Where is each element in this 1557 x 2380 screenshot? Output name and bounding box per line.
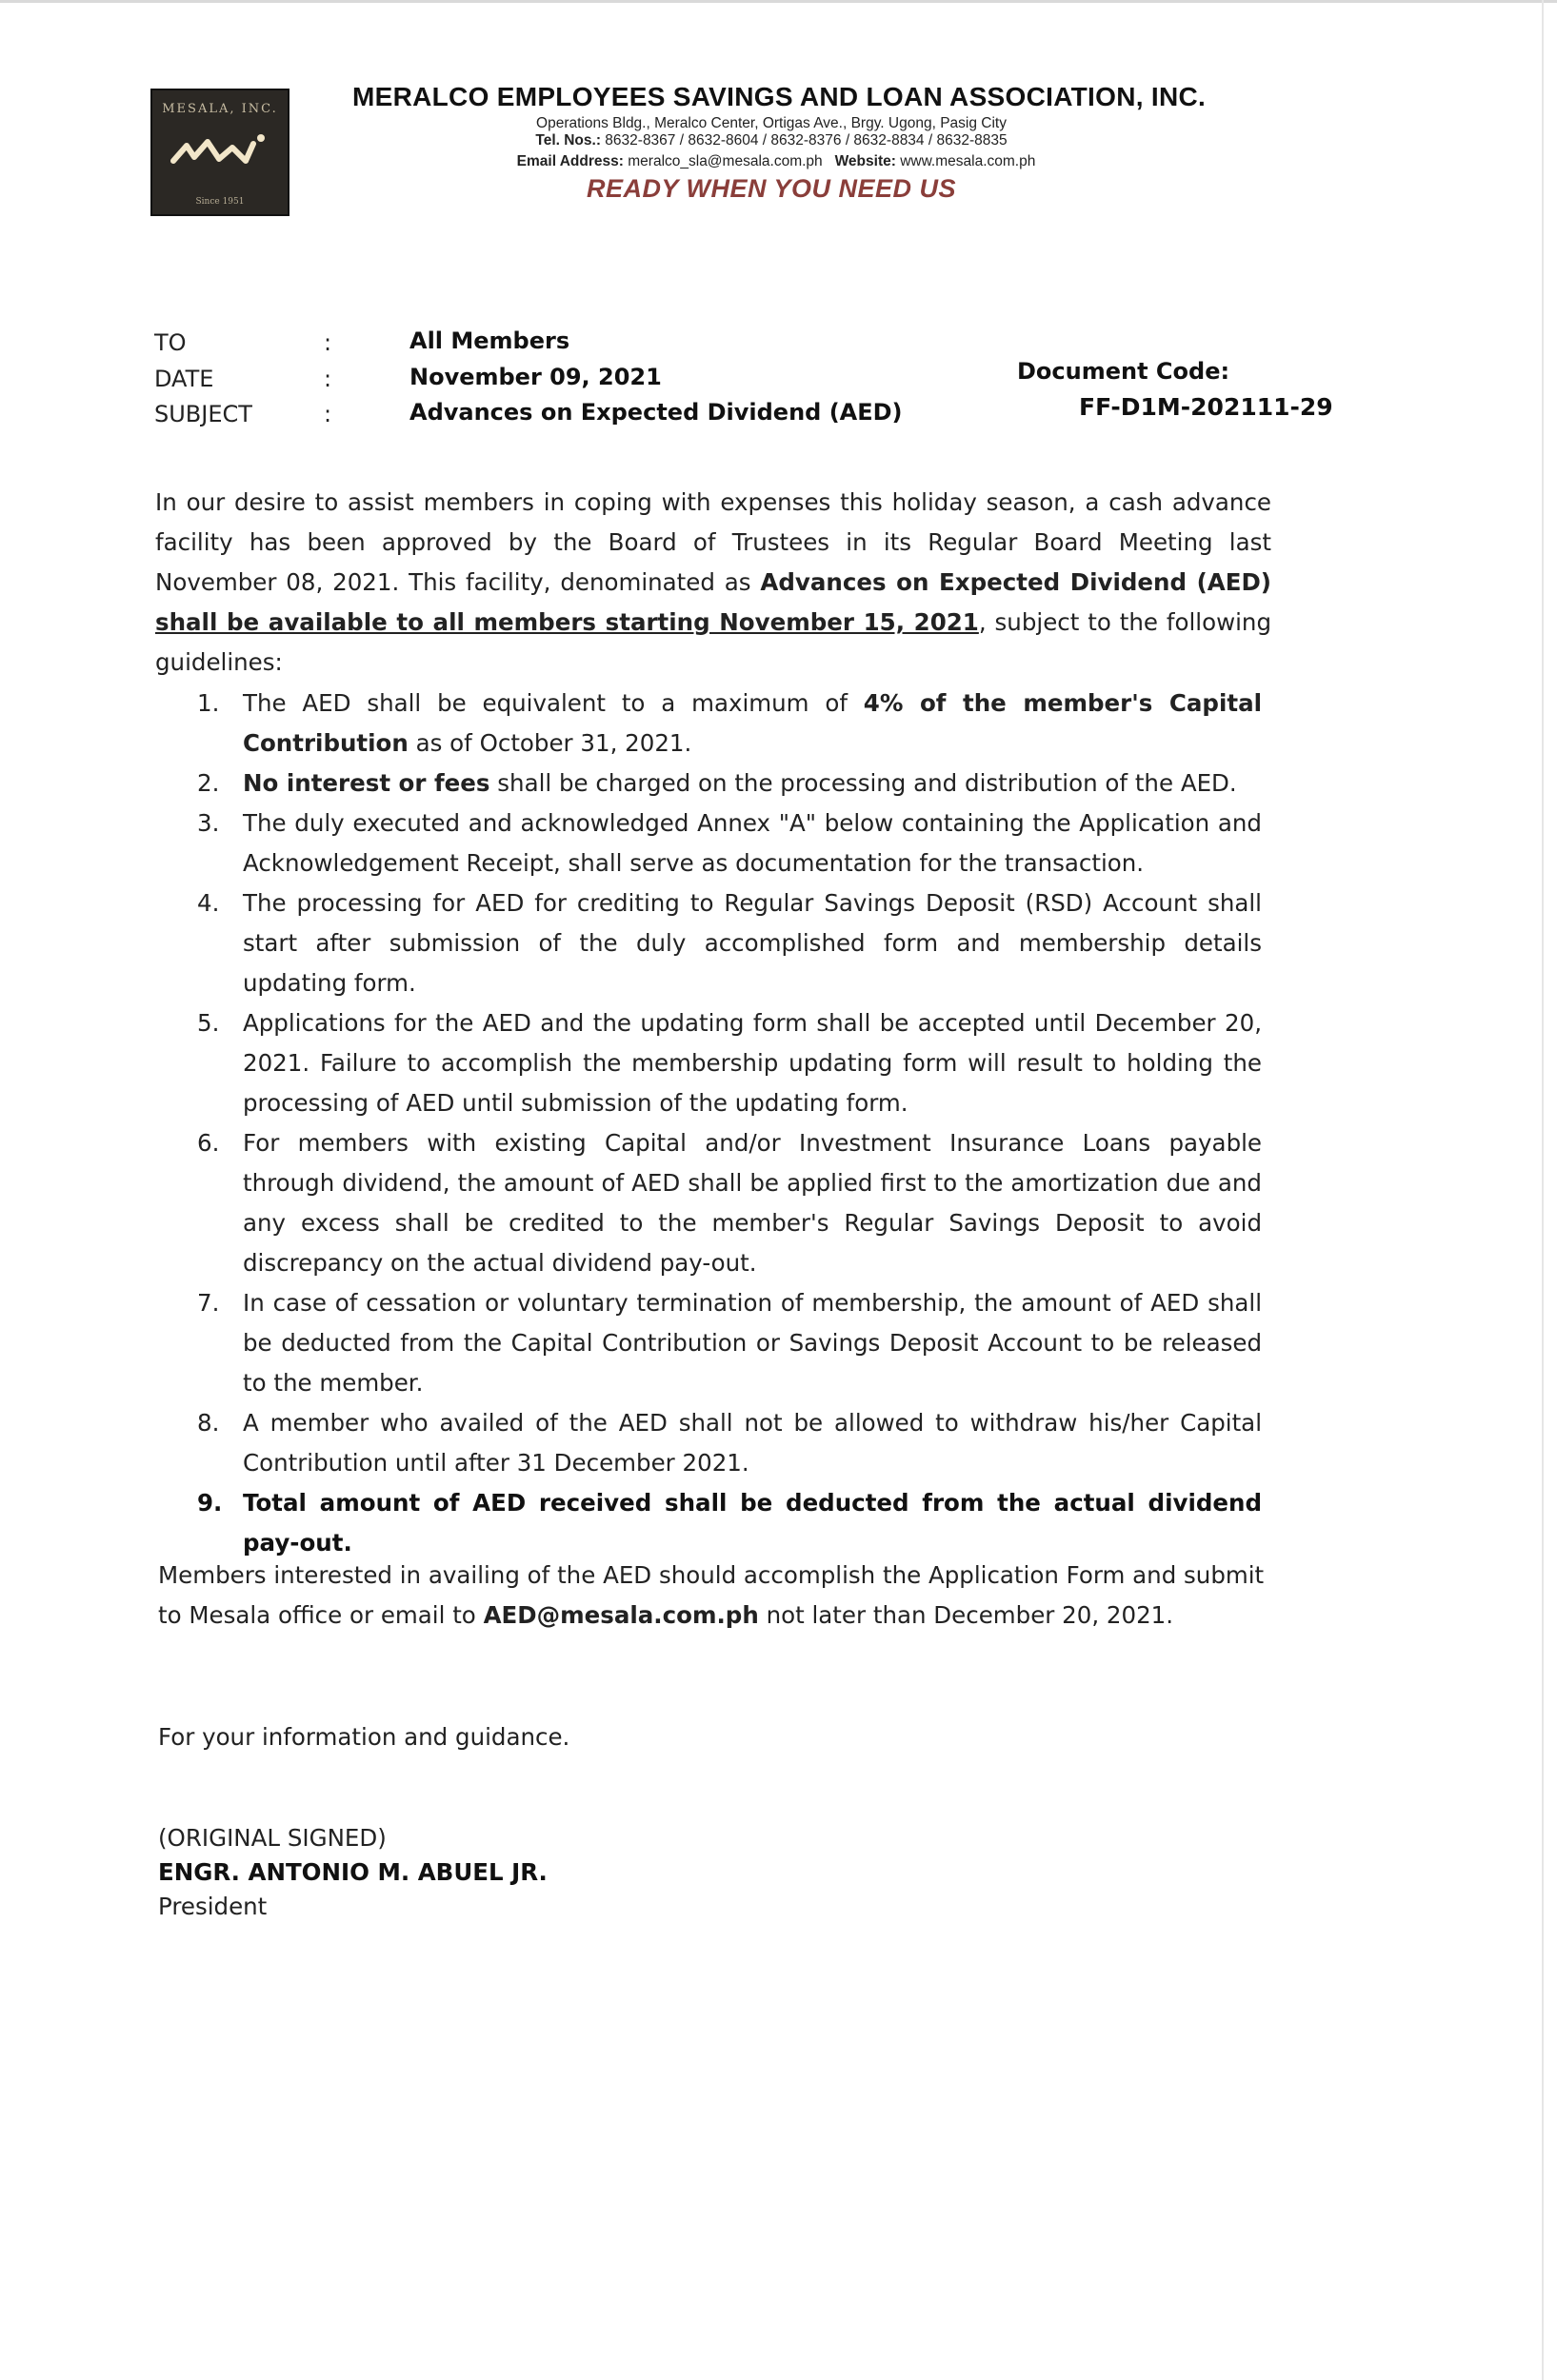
guideline-text: In case of cessation or voluntary termination of membership, the amount of AED shall be deducted from the Capital Contribution or Savings Deposit Account to be released to the member. [243, 1289, 1262, 1397]
guideline-text: A member who availed of the AED shall not be allowed to withdraw his/her Capital Contribution until after 31 December 2021. [243, 1409, 1262, 1477]
scan-edge [1542, 0, 1544, 2380]
subject-colon: : [324, 401, 332, 427]
mesala-logo [150, 89, 289, 216]
signatory-name: ENGR. ANTONIO M. ABUEL JR. [158, 1858, 548, 1886]
intro-text: In our desire to assist members in coping with expenses this holiday season, a cash advance facility has been approved by the Board of Trustees in its Regular Board Meeting last November 08, 2021. This facility, denominated as [155, 488, 1271, 596]
guideline-number: 6. [197, 1129, 220, 1157]
guideline-item [195, 1283, 1262, 1403]
guideline-number: 8. [197, 1409, 220, 1437]
aed-email[interactable]: AED@mesala.com.ph [483, 1601, 759, 1629]
intro-paragraph [155, 483, 1271, 683]
organization-name: MERALCO EMPLOYEES SAVINGS AND LOAN ASSOCIATION, INC. [352, 82, 1207, 111]
to-value: All Members [409, 327, 570, 354]
guideline-text: Applications for the AED and the updating form shall be accepted until December 20, 2021. Failure to accomplish the membership updating form will result to holding the processing of AED until submission of the updating form. [243, 1009, 1262, 1117]
organization-address: Operations Bldg., Meralco Center, Ortigas Ave., Brgy. Ugong, Pasig City [536, 115, 1007, 131]
info-line: For your information and guidance. [158, 1723, 570, 1751]
guideline-number: 9. [197, 1489, 223, 1517]
email-value: meralco_sla@mesala.com.ph [628, 153, 823, 169]
guideline-text: shall be charged on the processing and distribution of the AED. [489, 769, 1237, 797]
guideline-number: 1. [197, 689, 220, 717]
guideline-item [195, 1483, 1262, 1563]
closing-text: Members interested in availing of the AED should accomplish the Application Form and submit to Mesala office or email to [158, 1561, 1265, 1629]
document-code-label: Document Code: [1017, 358, 1230, 385]
guideline-text: as of October 31, 2021. [408, 729, 692, 757]
closing-paragraph [158, 1556, 1272, 1636]
scan-edge [0, 0, 1557, 3]
guideline-item [195, 1003, 1262, 1123]
intro-availability: shall be available to all members starting November 15, 2021 [155, 608, 979, 636]
date-colon: : [324, 366, 332, 392]
email-label: Email Address: [516, 153, 624, 169]
website-value: www.mesala.com.ph [900, 153, 1036, 169]
date-value: November 09, 2021 [409, 364, 662, 390]
guideline-text: The processing for AED for crediting to Regular Savings Deposit (RSD) Account shall start after submission of the duly accomplished form and membership details updating form. [243, 889, 1262, 997]
subject-label: SUBJECT [154, 401, 252, 427]
guideline-item [195, 803, 1262, 883]
guideline-emphasis: 4% of the member's Capital Contribution [243, 689, 1262, 757]
logo-tagline: Since 1951 [195, 197, 245, 207]
guideline-emphasis: No interest or fees [243, 769, 490, 797]
guideline-number: 4. [197, 889, 220, 917]
guideline-number: 7. [197, 1289, 220, 1317]
intro-text-end: , subject to the following guidelines: [155, 608, 1271, 676]
guidelines-list [195, 684, 1262, 1563]
guideline-text: The AED shall be equivalent to a maximum of [243, 689, 864, 717]
tel-label: Tel. Nos.: [535, 132, 601, 149]
signatory-position: President [158, 1893, 268, 1920]
guideline-number: 2. [197, 769, 220, 797]
guideline-item [195, 764, 1262, 803]
logo-name: MESALA, INC. [162, 102, 278, 116]
organization-tagline: READY WHEN YOU NEED US [586, 174, 957, 203]
website-label: Website: [834, 153, 896, 169]
tel-value: 8632-8367 / 8632-8604 / 8632-8376 / 8632-8834 / 8632-8835 [605, 132, 1008, 149]
guideline-text: For members with existing Capital and/or Investment Insurance Loans payable through dividend, the amount of AED shall be applied first to the amortization due and any excess shall be credited to the member's Regular Savings Deposit to avoid discrepancy on the actual dividend pay-out. [243, 1129, 1262, 1277]
guideline-text: The duly executed and acknowledged Annex "A" below containing the Application and Acknowledgement Receipt, shall serve as documentation for the transaction. [243, 809, 1262, 877]
wave-logo-icon [170, 123, 274, 180]
guideline-number: 5. [197, 1009, 220, 1037]
closing-text-end: not later than December 20, 2021. [758, 1601, 1174, 1629]
guideline-item [195, 684, 1262, 764]
guideline-item [195, 883, 1262, 1003]
signed-note: (ORIGINAL SIGNED) [158, 1824, 387, 1852]
guideline-item [195, 1123, 1262, 1283]
document-code-value: FF-D1M-202111-29 [1079, 393, 1333, 421]
contact-line [400, 153, 1152, 170]
guideline-text: Total amount of AED received shall be deducted from the actual dividend pay-out. [243, 1489, 1262, 1557]
to-label: TO [154, 329, 187, 356]
intro-bold-term: Advances on Expected Dividend (AED) [760, 568, 1272, 596]
guideline-number: 3. [197, 809, 220, 837]
subject-value: Advances on Expected Dividend (AED) [409, 399, 903, 426]
date-label: DATE [154, 366, 214, 392]
to-colon: : [324, 329, 332, 356]
telephone-numbers [419, 132, 1124, 149]
guideline-item [195, 1403, 1262, 1483]
